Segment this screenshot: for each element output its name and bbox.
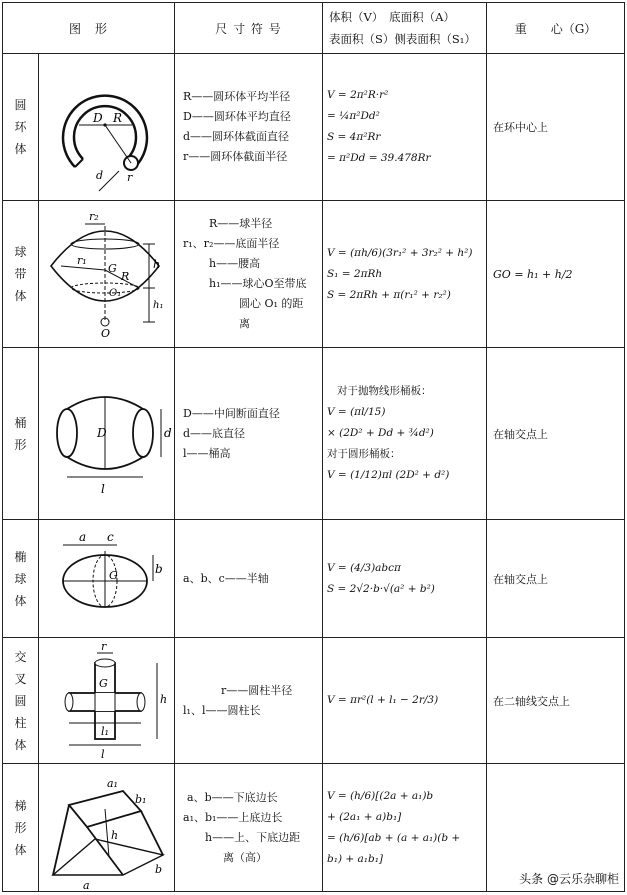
svg-text:b: b [155,862,163,876]
table-row [3,54,625,201]
symbols-cell: R——圆环体平均半径 D——圆环体平均直径 d——圆环体截面直径 r——圆环体截面半径 [175,54,323,201]
svg-text:R: R [121,269,130,283]
svg-text:r: r [101,639,107,653]
header-volume: 体积（V） 底面积（A） 表面积（S）侧表面积（S₁） [323,3,487,54]
shape-name: 桶形 [3,348,39,520]
symbols-cell: a、b——下底边长 a₁、b₁——上底边长 h——上、下底边距 离（高） [175,764,323,892]
svg-text:c: c [107,529,114,544]
symbols-cell: D——中间断面直径 d——底直径 l——桶高 [175,348,323,520]
centroid-cell: GO = h₁ + h/2 [487,201,625,348]
svg-text:d: d [164,425,172,440]
formula-cell: V = (h/6)[(2a + a₁)b + (2a₁ + a)b₁] = (h/6)[ab + (a + a₁)(b + b₁) + a₁b₁] [323,764,487,892]
svg-text:D: D [93,110,103,125]
table-row [3,348,625,520]
svg-text:l: l [101,481,105,496]
header-row [3,3,625,54]
formula-cell: V = 2π²R·r² = ¼π²Dd² S = 4π²Rr = π²Dd = 39.478Rr [323,54,487,201]
svg-text:G: G [109,568,118,582]
svg-text:O₁: O₁ [109,287,122,299]
centroid-cell: 在轴交点上 [487,348,625,520]
svg-text:r: r [127,170,133,184]
barrel-figure [39,348,175,520]
svg-text:a: a [79,529,87,544]
formula-cell: 对于抛物线形桶板： V = (πl/15) × (2D² + Dd + ¾d²) 对于圆形桶板： V = (1/12)πl (2D² + d²) [323,348,487,520]
svg-text:d: d [96,168,104,182]
svg-text:h₁: h₁ [153,299,164,311]
geometry-table [2,2,625,892]
svg-text:a₁: a₁ [107,776,118,790]
table-row [3,201,625,348]
shape-name: 圆环体 [3,54,39,201]
symbols-cell: r——圆柱半径 l₁、l——圆柱长 [175,638,323,764]
centroid-cell: 在环中心上 [487,54,625,201]
svg-text:b: b [155,561,163,576]
svg-text:G: G [99,676,108,690]
svg-text:h: h [111,828,119,842]
table-row [3,638,625,764]
svg-text:r₂: r₂ [89,209,99,223]
svg-text:l₁: l₁ [101,724,109,738]
svg-text:r₁: r₁ [77,253,87,267]
symbols-cell: a、b、c——半轴 [175,520,323,638]
centroid-cell: 在二轴线交点上 [487,638,625,764]
formula-cell: V = (πh/6)(3r₁² + 3r₂² + h²) S₁ = 2πRh S = 2πRh + π(r₁² + r₂²) [323,201,487,348]
torus-figure [39,54,175,201]
watermark: 头条 @云乐杂聊柜 [519,872,619,886]
formula-cell: V = (4/3)abcπ S = 2√2·b·√(a² + b²) [323,520,487,638]
svg-text:h: h [153,257,161,271]
header-symbols: 尺 寸 符 号 [175,3,323,54]
header-figure: 图 形 [3,3,175,54]
shape-name: 梯形体 [3,764,39,892]
ellipsoid-figure [39,520,175,638]
symbols-cell: R——球半径 r₁、r₂——底面半径 h——腰高 h₁——球心O至带底 圆心 O₁ 的距 离 [175,201,323,348]
centroid-cell: 在轴交点上 [487,520,625,638]
formula-cell: V = πr²(l + l₁ − 2r/3) [323,638,487,764]
svg-text:l: l [101,747,105,761]
svg-text:O: O [101,326,111,340]
svg-text:R: R [113,110,123,125]
svg-text:a: a [83,878,90,891]
svg-text:h: h [160,692,168,706]
trapezoid-figure [39,764,175,892]
svg-text:D: D [97,425,107,440]
cross-figure [39,638,175,764]
table-row [3,520,625,638]
svg-text:b₁: b₁ [135,792,147,806]
zone-figure [39,201,175,348]
shape-name: 球带体 [3,201,39,348]
shape-name: 交叉圆柱体 [3,638,39,764]
shape-name: 椭球体 [3,520,39,638]
header-centroid: 重 心（G） [487,3,625,54]
svg-text:G: G [108,261,117,275]
